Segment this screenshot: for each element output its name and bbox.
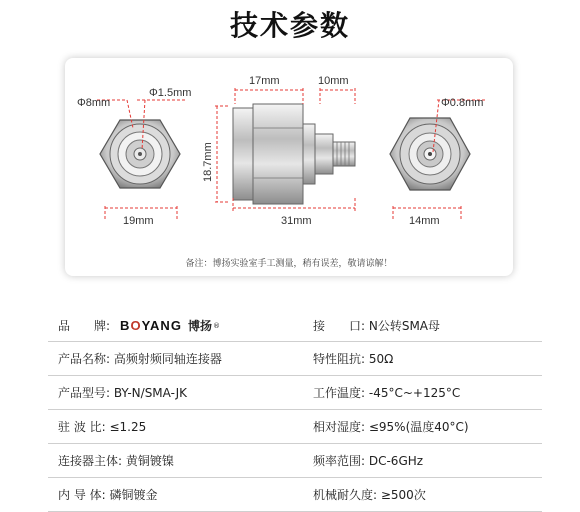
spec-left: 连接器主体: 黄铜镀镍 [58,454,174,468]
spec-right: 接 口: N公转SMA母 [313,319,441,333]
brand-chinese-name: 博扬 [187,319,212,333]
thread-length-label: 10mm [318,75,349,87]
right-inner-diameter-label: Φ0.8mm [441,97,484,109]
spec-left: 产品型号: BY-N/SMA-JK [58,386,188,400]
height-label: 18.7mm [202,142,214,182]
spec-left: 产品名称: 高频射频同轴连接器 [58,352,222,366]
measurement-note: 备注：博扬实验室手工测量，稍有误差，敬请谅解！ [185,259,393,269]
spec-left: 内 导 体: 磷铜镀金 [58,488,158,502]
connector-drawings [65,58,513,276]
right-width-label: 14mm [409,215,440,227]
page-title: 技术参数 [229,9,350,42]
brand-label: 品 牌: [58,319,111,333]
nut-length-label: 17mm [249,75,280,87]
sma-female-front-view [390,118,470,190]
spec-row [48,376,542,410]
spec-right: 机械耐久度: ≥500次 [313,488,426,502]
spec-row [48,444,542,478]
spec-right: 相对湿度: ≤95%(温度40°C) [313,420,469,434]
spec-row [48,478,542,512]
total-length-label: 31mm [281,215,312,227]
spec-table [48,310,542,512]
spec-right: 频率范围: DC-6GHz [313,454,424,468]
registered-mark: ® [212,321,220,330]
spec-row [48,310,542,342]
left-outer-diameter-label: Φ8mm [77,97,111,109]
boyang-logo: BOYANG [120,318,182,333]
spec-right: 工作温度: -45°C~+125°C [313,386,461,400]
adapter-side-view [233,104,355,204]
spec-row [48,342,542,376]
left-width-label: 19mm [123,215,154,227]
spec-right: 特性阻抗: 50Ω [313,352,394,366]
brand-cell [58,310,220,341]
dimension-diagram-card [65,58,513,276]
spec-left: 驻 波 比: ≤1.25 [58,420,147,434]
n-male-front-view [100,120,180,188]
spec-row [48,410,542,444]
left-inner-diameter-label: Φ1.5mm [149,87,192,99]
